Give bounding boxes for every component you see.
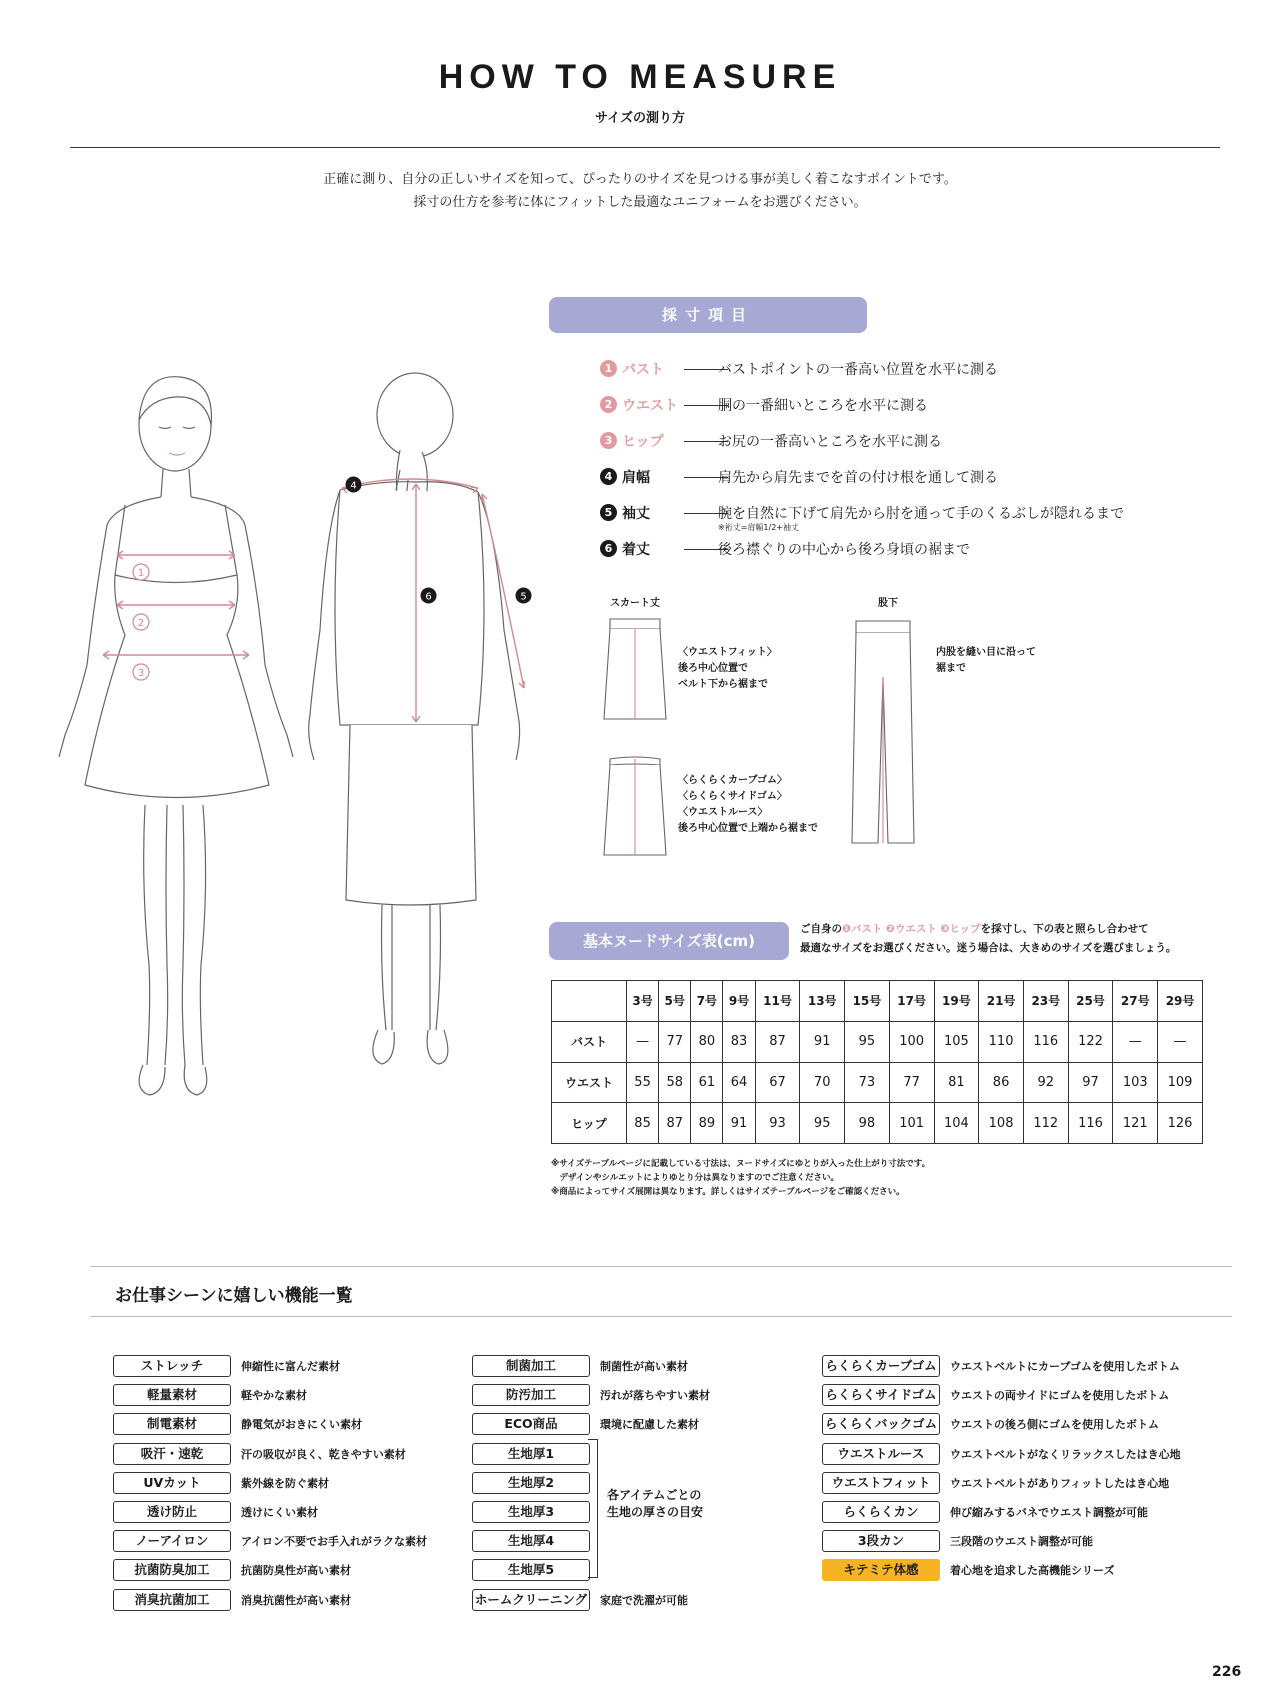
measure-note: ※裄丈=肩幅1/2+袖丈 <box>718 523 799 532</box>
measure-item-shoulder <box>600 465 1200 501</box>
table-cell: 100 <box>889 1021 934 1062</box>
table-cell: 91 <box>800 1021 845 1062</box>
divider <box>90 1266 1232 1267</box>
marker-hip <box>132 663 150 681</box>
table-cell: 93 <box>755 1103 800 1144</box>
table-cell: — <box>627 1021 659 1062</box>
feature-tag: ウエストルース <box>822 1443 940 1465</box>
size-table-note <box>800 920 1176 958</box>
feature-tag: キテミテ体感 <box>822 1559 940 1581</box>
thickness-label <box>607 1487 703 1521</box>
feature-item <box>822 1443 1252 1465</box>
table-cell: 64 <box>723 1062 755 1103</box>
svg-text:6: 6 <box>425 591 432 603</box>
feature-desc: 着心地を追求した高機能シリーズ <box>950 1564 1115 1578</box>
number-badge: 6 <box>600 540 617 557</box>
table-cell: 67 <box>755 1062 800 1103</box>
marker-length <box>420 587 437 604</box>
table-cell: 116 <box>1023 1021 1068 1062</box>
measure-label: ウエスト <box>622 398 678 414</box>
measure-item-bust <box>600 357 1200 393</box>
feature-tag: 軽量素材 <box>113 1384 231 1406</box>
feature-tag: らくらくサイドゴム <box>822 1384 940 1406</box>
feature-desc: ウエストの両サイドにゴムを使用したボトム <box>950 1389 1170 1403</box>
feature-tag: 生地厚4 <box>472 1530 590 1552</box>
measure-item-waist <box>600 393 1200 429</box>
svg-text:2: 2 <box>137 618 145 629</box>
number-badge: 1 <box>600 360 617 377</box>
feature-tag: 吸汗・速乾 <box>113 1443 231 1465</box>
table-cell: 80 <box>691 1021 723 1062</box>
pants-caption: 内股を縫い目に沿って 裾まで <box>936 647 1036 674</box>
number-badge: 5 <box>600 504 617 521</box>
feature-desc: ウエストベルトがなくリラックスしたはき心地 <box>950 1447 1181 1461</box>
marker-bust <box>132 563 150 581</box>
intro-line-2: 採寸の仕方を参考に体にフィットした最適なユニフォームをお選びください。 <box>413 195 867 210</box>
table-cell: 126 <box>1158 1103 1203 1144</box>
feature-tag: 3段カン <box>822 1530 940 1552</box>
divider <box>90 1316 1232 1317</box>
skirt-length-label: スカート丈 <box>610 598 660 609</box>
marker-sleeve <box>515 587 532 604</box>
measure-items-list <box>600 357 1200 573</box>
table-col-header: 7号 <box>691 981 723 1022</box>
number-badge: 4 <box>600 468 617 485</box>
feature-tag: 消臭抗菌加工 <box>113 1589 231 1611</box>
table-cell: 97 <box>1068 1062 1113 1103</box>
table-cell: 108 <box>979 1103 1024 1144</box>
measure-items-header: 採寸項目 <box>549 297 867 333</box>
table-cell: 70 <box>800 1062 845 1103</box>
feature-item <box>822 1501 1252 1523</box>
table-cell: 77 <box>889 1062 934 1103</box>
feature-tag: 制菌加工 <box>472 1355 590 1377</box>
feature-item <box>472 1589 902 1611</box>
measure-item-length <box>600 537 1200 573</box>
feature-tag: らくらくバックゴム <box>822 1413 940 1435</box>
marker-shoulder-width <box>345 476 362 493</box>
number-badge: 3 <box>600 432 617 449</box>
feature-item <box>822 1413 1252 1435</box>
table-cell: — <box>1113 1021 1158 1062</box>
feature-tag: UVカット <box>113 1472 231 1494</box>
table-cell: 89 <box>691 1103 723 1144</box>
table-row-header: ウエスト <box>552 1062 627 1103</box>
table-row <box>552 1062 1203 1103</box>
size-table-footnotes: ※サイズテーブルページに記載している寸法は、ヌードサイズにゆとりが入った仕上がり寸法です。 デザインやシルエットによりゆとり分は異なりますのでご注意ください。 ※商品によってサイズ展開は異なります。詳しくはサイズテーブルページをご確認ください。 <box>551 1159 931 1197</box>
svg-text:4: 4 <box>350 480 357 492</box>
skirt-elastic-diagram <box>600 755 670 860</box>
feature-tag: ホームクリーニング <box>472 1589 590 1611</box>
table-header-row <box>552 981 1203 1022</box>
feature-tag: 生地厚2 <box>472 1472 590 1494</box>
marker-waist <box>132 613 150 631</box>
table-cell: 61 <box>691 1062 723 1103</box>
skirt-waistfit-diagram <box>600 615 670 725</box>
table-cell: 92 <box>1023 1062 1068 1103</box>
table-col-header: 13号 <box>800 981 845 1022</box>
skirt-elastic-caption: 〈らくらくカーブゴム〉 〈らくらくサイドゴム〉 〈ウエストルース〉 後ろ中心位置で上端から裾まで <box>678 775 818 834</box>
size-table-header: 基本ヌードサイズ表(cm) <box>549 922 789 960</box>
pants-diagram <box>848 617 918 847</box>
feature-desc: ウエストベルトがありフィットしたはき心地 <box>950 1476 1170 1490</box>
table-cell: 86 <box>979 1062 1024 1103</box>
feature-desc: アイロン不要でお手入れがラクな素材 <box>241 1535 428 1549</box>
feature-desc: 抗菌防臭性が高い素材 <box>241 1564 351 1578</box>
inseam-label: 股下 <box>878 598 898 609</box>
note-prefix: ご自身の <box>800 923 842 935</box>
intro-text <box>0 168 1280 214</box>
feature-desc: 制菌性が高い素材 <box>600 1360 688 1373</box>
measure-desc: 胴の一番細いところを水平に測る <box>718 398 928 414</box>
measure-label: ヒップ <box>622 434 664 450</box>
feature-tag: 抗菌防臭加工 <box>113 1559 231 1581</box>
feature-tag: らくらくカン <box>822 1501 940 1523</box>
feature-item <box>822 1530 1252 1552</box>
feature-desc: 透けにくい素材 <box>241 1506 318 1519</box>
table-col-header: 29号 <box>1158 981 1203 1022</box>
measure-label: バスト <box>622 362 664 378</box>
table-cell: 87 <box>659 1103 691 1144</box>
feature-item <box>822 1472 1252 1494</box>
table-cell: 83 <box>723 1021 755 1062</box>
measure-label: 袖丈 <box>622 506 650 522</box>
note-line-2: 最適なサイズをお選びください。迷う場合は、大きめのサイズを選びましょう。 <box>800 942 1177 954</box>
table-row <box>552 1021 1203 1062</box>
measure-desc: お尻の一番高いところを水平に測る <box>718 434 942 450</box>
note-items: ❶バスト ❷ウエスト ❸ヒップ <box>842 923 981 935</box>
table-cell: 116 <box>1068 1103 1113 1144</box>
feature-desc: 紫外線を防ぐ素材 <box>241 1476 329 1490</box>
feature-item <box>822 1355 1252 1377</box>
note-suffix: を採寸し、下の表と照らし合わせて <box>980 923 1149 935</box>
feature-tag: ウエストフィット <box>822 1472 940 1494</box>
table-cell: 95 <box>800 1103 845 1144</box>
front-figure-illustration <box>55 365 295 1155</box>
table-col-header: 23号 <box>1023 981 1068 1022</box>
table-row-header: バスト <box>552 1021 627 1062</box>
table-col-header: 11号 <box>755 981 800 1022</box>
table-col-header: 19号 <box>934 981 979 1022</box>
table-cell: 87 <box>755 1021 800 1062</box>
feature-desc: 軽やかな素材 <box>241 1389 307 1403</box>
measure-item-hip <box>600 429 1200 465</box>
table-cell: 95 <box>845 1021 890 1062</box>
table-cell: 101 <box>889 1103 934 1144</box>
feature-tag: ノーアイロン <box>113 1530 231 1552</box>
feature-tag: ECO商品 <box>472 1413 590 1435</box>
table-cell: — <box>1158 1021 1203 1062</box>
table-col-header: 27号 <box>1113 981 1158 1022</box>
page-subtitle: サイズの測り方 <box>595 111 685 126</box>
table-cell: 98 <box>845 1103 890 1144</box>
table-cell: 73 <box>845 1062 890 1103</box>
feature-item <box>822 1559 1252 1581</box>
feature-desc: 家庭で洗濯が可能 <box>600 1593 688 1607</box>
feature-tag: 生地厚1 <box>472 1443 590 1465</box>
svg-text:3: 3 <box>137 668 145 679</box>
svg-text:1: 1 <box>137 568 145 579</box>
thickness-label-text: 各アイテムごとの 生地の厚さの目安 <box>607 1488 704 1519</box>
feature-tag: 防汚加工 <box>472 1384 590 1406</box>
feature-tag: 生地厚5 <box>472 1559 590 1581</box>
table-cell: 105 <box>934 1021 979 1062</box>
features-title: お仕事シーンに嬉しい機能一覧 <box>115 1286 353 1306</box>
number-badge: 2 <box>600 396 617 413</box>
skirt-waistfit-caption: 〈ウエストフィット〉 後ろ中心位置で ベルト下から裾まで <box>678 647 777 690</box>
table-col-header: 5号 <box>659 981 691 1022</box>
table-cell: 103 <box>1113 1062 1158 1103</box>
table-cell: 109 <box>1158 1062 1203 1103</box>
feature-tag: ストレッチ <box>113 1355 231 1377</box>
page-number: 226 <box>1212 1664 1242 1680</box>
feature-tag: 制電素材 <box>113 1413 231 1435</box>
table-row-header: ヒップ <box>552 1103 627 1144</box>
feature-desc: 汚れが落ちやすい素材 <box>600 1389 710 1403</box>
feature-desc: 汗の吸収が良く、乾きやすい素材 <box>241 1447 406 1461</box>
measure-item-sleeve <box>600 501 1200 537</box>
table-col-header: 17号 <box>889 981 934 1022</box>
feature-desc: ウエストベルトにカーブゴムを使用したボトム <box>950 1360 1180 1373</box>
table-cell: 91 <box>723 1103 755 1144</box>
feature-desc: 伸縮性に富んだ素材 <box>241 1360 340 1373</box>
measure-label: 肩幅 <box>622 470 650 486</box>
page-title: HOW TO MEASURE <box>438 58 842 96</box>
measure-desc: 腕を自然に下げて肩先から肘を通って手のくるぶしが隠れるまで <box>718 506 1124 522</box>
table-cell: 58 <box>659 1062 691 1103</box>
table-col-header: 3号 <box>627 981 659 1022</box>
table-cell: 112 <box>1023 1103 1068 1144</box>
feature-desc: 静電気がおきにくい素材 <box>241 1418 362 1432</box>
feature-desc: ウエストの後ろ側にゴムを使用したボトム <box>950 1418 1159 1432</box>
measure-desc: 肩先から肩先までを首の付け根を通して測る <box>718 470 998 486</box>
feature-tag: 生地厚3 <box>472 1501 590 1523</box>
table-cell: 110 <box>979 1021 1024 1062</box>
feature-desc: 消臭抗菌性が高い素材 <box>241 1593 351 1607</box>
intro-line-1: 正確に測り、自分の正しいサイズを知って、ぴったりのサイズを見つける事が美しく着こなすポイントです。 <box>323 172 957 187</box>
feature-tag: 透け防止 <box>113 1501 231 1523</box>
table-cell: 81 <box>934 1062 979 1103</box>
table-corner <box>552 981 627 1022</box>
table-cell: 85 <box>627 1103 659 1144</box>
thickness-bracket <box>588 1439 598 1578</box>
feature-tag: らくらくカーブゴム <box>822 1355 940 1377</box>
feature-desc: 伸び縮みするバネでウエスト調整が可能 <box>950 1506 1148 1519</box>
measure-desc: 後ろ襟ぐりの中心から後ろ身頃の裾まで <box>718 542 970 558</box>
table-cell: 122 <box>1068 1021 1113 1062</box>
svg-text:5: 5 <box>520 591 527 603</box>
size-table <box>551 980 1203 1144</box>
feature-desc: 環境に配慮した素材 <box>600 1418 699 1432</box>
table-cell: 121 <box>1113 1103 1158 1144</box>
measure-desc: バストポイントの一番高い位置を水平に測る <box>718 362 998 378</box>
table-col-header: 25号 <box>1068 981 1113 1022</box>
table-cell: 77 <box>659 1021 691 1062</box>
feature-desc: 三段階のウエスト調整が可能 <box>950 1535 1093 1549</box>
table-cell: 55 <box>627 1062 659 1103</box>
table-cell: 104 <box>934 1103 979 1144</box>
table-col-header: 21号 <box>979 981 1024 1022</box>
table-col-header: 15号 <box>845 981 890 1022</box>
table-row <box>552 1103 1203 1144</box>
divider <box>70 147 1220 148</box>
back-figure-illustration <box>300 370 540 1150</box>
measure-label: 着丈 <box>622 542 650 558</box>
table-col-header: 9号 <box>723 981 755 1022</box>
feature-item <box>822 1384 1252 1406</box>
